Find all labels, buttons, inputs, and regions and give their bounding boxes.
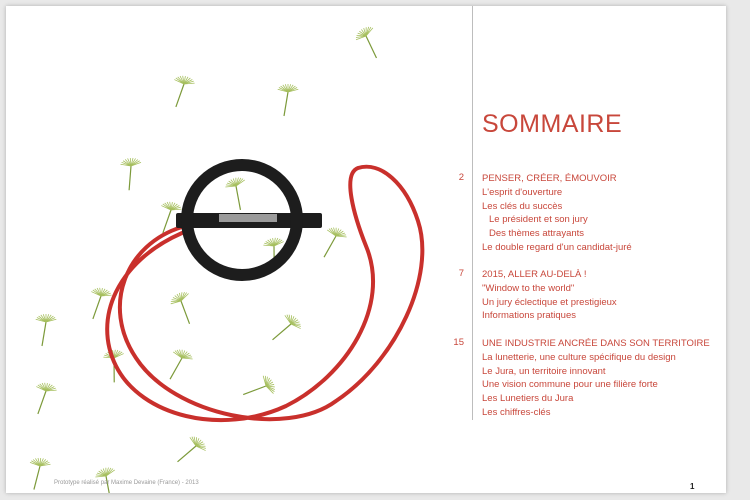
dandelion-seed (224, 175, 254, 212)
toc-entry[interactable]: L'esprit d'ouverture (482, 186, 563, 198)
dandelion-seed (120, 157, 143, 191)
dandelion-seed (32, 381, 58, 416)
dandelion-seed (168, 289, 202, 327)
dandelion-seed (170, 74, 196, 109)
brochure-page (6, 6, 726, 493)
dandelion-seed (36, 314, 57, 346)
toc-entry[interactable]: Le double regard d'un candidat-juré (482, 241, 632, 253)
toc-heading[interactable]: 2015, ALLER AU-DELÀ ! (482, 269, 587, 280)
dandelion-seed (164, 347, 194, 384)
toc-entry[interactable]: Informations pratiques (482, 310, 576, 322)
round-frame (176, 165, 322, 275)
toc-subentry[interactable]: Le président et son jury (489, 214, 588, 226)
toc-entry[interactable]: "Window to the world" (482, 282, 575, 294)
toc-entries (482, 172, 632, 255)
toc-entry[interactable]: La lunetterie, une culture spécifique du design (482, 351, 676, 363)
page-title: SOMMAIRE (482, 110, 623, 138)
dandelion-seed (318, 225, 348, 262)
toc-entry[interactable]: Les clés du succès (482, 200, 563, 212)
dandelion-seed (240, 373, 278, 407)
toc-subentry[interactable]: Des thèmes attrayants (489, 228, 585, 240)
toc-heading[interactable]: UNE INDUSTRIE ANCRÉE DANS SON TERRITOIRE (482, 338, 710, 349)
dandelion-seed (353, 24, 388, 62)
toc-entry[interactable]: Les Lunetiers du Jura (482, 393, 574, 405)
toc-entry[interactable]: Une vision commune pour une filière forte (482, 379, 658, 391)
toc-page-number: 15 (453, 337, 464, 348)
page-number: 1 (690, 482, 695, 491)
dandelion-seed (28, 457, 51, 491)
photo-caption: Prototype réalisé par Maxime Devaine (France) - 2013 (54, 480, 199, 486)
dandelion-seed (278, 84, 299, 116)
product-photo (6, 6, 476, 493)
toc-page-number: 7 (458, 268, 464, 279)
toc-entry[interactable]: Un jury éclectique et prestigieux (482, 296, 617, 308)
dandelion-seed (94, 465, 124, 493)
toc-page-number: 2 (458, 172, 464, 183)
toc-entries (482, 337, 710, 420)
toc-heading[interactable]: PENSER, CRÉER, ÉMOUVOIR (482, 173, 617, 184)
dandelion-seed (268, 311, 304, 349)
toc-entry[interactable]: Le Jura, un territoire innovant (482, 365, 606, 377)
vertical-divider (472, 6, 473, 420)
toc-entries (482, 268, 617, 323)
dandelion-seed (173, 433, 209, 471)
toc-entry[interactable]: Les chiffres-clés (482, 406, 551, 418)
